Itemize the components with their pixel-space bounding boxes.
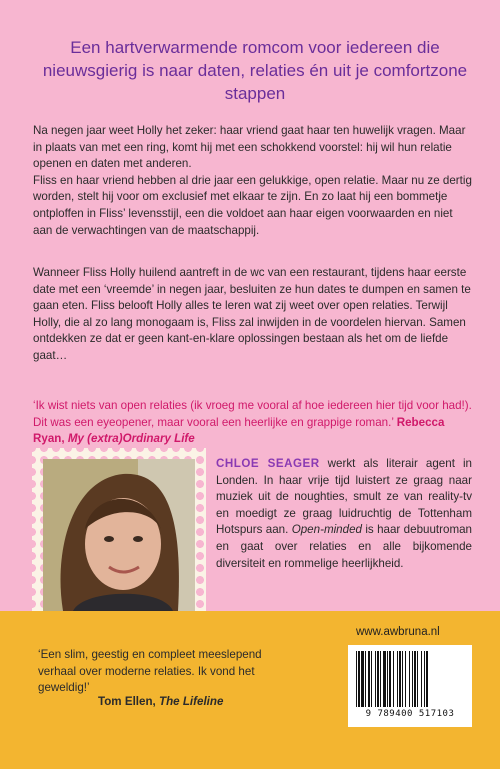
author-bio-text-2: is haar debuutroman en gaat over relaties en alle bijkomende diversiteit en rommelige heerlijkheid. [216,523,472,570]
review-quote-1 [33,398,473,448]
author-photo [43,459,195,611]
blurb-paragraph-2: Wanneer Fliss Holly huilend aantreft in de wc van een restaurant, tijdens haar eerste date met een ‘vreemde’ in negen jaar, besluiten ze hun dates te dumpen en samen te gaan eten. Fliss belooft Holly alles te leren wat zij weet over open relaties. Terwijl Holly, die al zo lang monogaam is, Fliss zal inwijden in de voordelen hiervan. Samen ontdekken ze dat er geen kant-en-klare oplossingen bestaan als het om de liefde gaat… [33,266,471,362]
review-quote-1-book: My (extra)Ordinary Life [67,432,195,446]
barcode-number: 9 789400 517103 [365,709,455,719]
blurb-paragraph-1 [33,123,473,239]
tagline: Een hartverwarmende romcom voor iedereen die nieuwsgierig is naar daten, relaties én uit je comfortzone stappen [42,38,468,103]
review-quote-2-text: ‘Een slim, geestig en compleet meeslepend verhaal over moderne relaties. Ik vond het geweldig!’ [38,648,262,695]
blurb-text-1: Na negen jaar weet Holly het zeker: haar vriend gaat haar ten huwelijk vragen. Maar in plaats van met een ring, komt hij met een schokkend voorstel: hij wil hun relatie openen en daten met anderen. [33,124,466,171]
review-quote-1-author: Rebecca Ryan, [33,415,445,446]
author-name: CHLOE SEAGER [216,457,320,470]
author-bio-text-1: werkt als literair agent in Londen. In haar vrije tijd luistert ze graag naar muziek uit de noughties, smult ze van reality-tv en moedigt ze graag luidruchtig de Tottenham Hotspurs aan. [216,457,473,537]
review-quote-2-author: Tom Ellen, [98,695,156,708]
author-bio [216,456,472,572]
blurb-text-1b: Fliss en haar vriend hebben al drie jaar een gelukkige, open relatie. Maar nu ze dertig worden, stelt hij voor om exclusief met elkaar te zijn. En zo laat hij een bommetje ontploffen in Fliss’ levensstijl, een die voldoet aan haar eigen voorwaarden en niet aan de verwachtingen van de maatschappij. [33,173,472,237]
review-quote-2-book: The Lifeline [159,695,224,708]
review-quote-1-text: ‘Ik wist niets van open relaties (ik vroeg me vooral af hoe iedereen hier tijd voor had!). Dit was een eyeopener, maar vooral een heerlijke en grappige roman.’ [33,399,472,429]
publisher-website: www.awbruna.nl [356,626,440,638]
review-quote-2-attribution [98,695,223,708]
barcode-bars-icon [354,651,466,707]
author-book-title: Open-minded [291,523,362,537]
barcode [348,645,472,727]
